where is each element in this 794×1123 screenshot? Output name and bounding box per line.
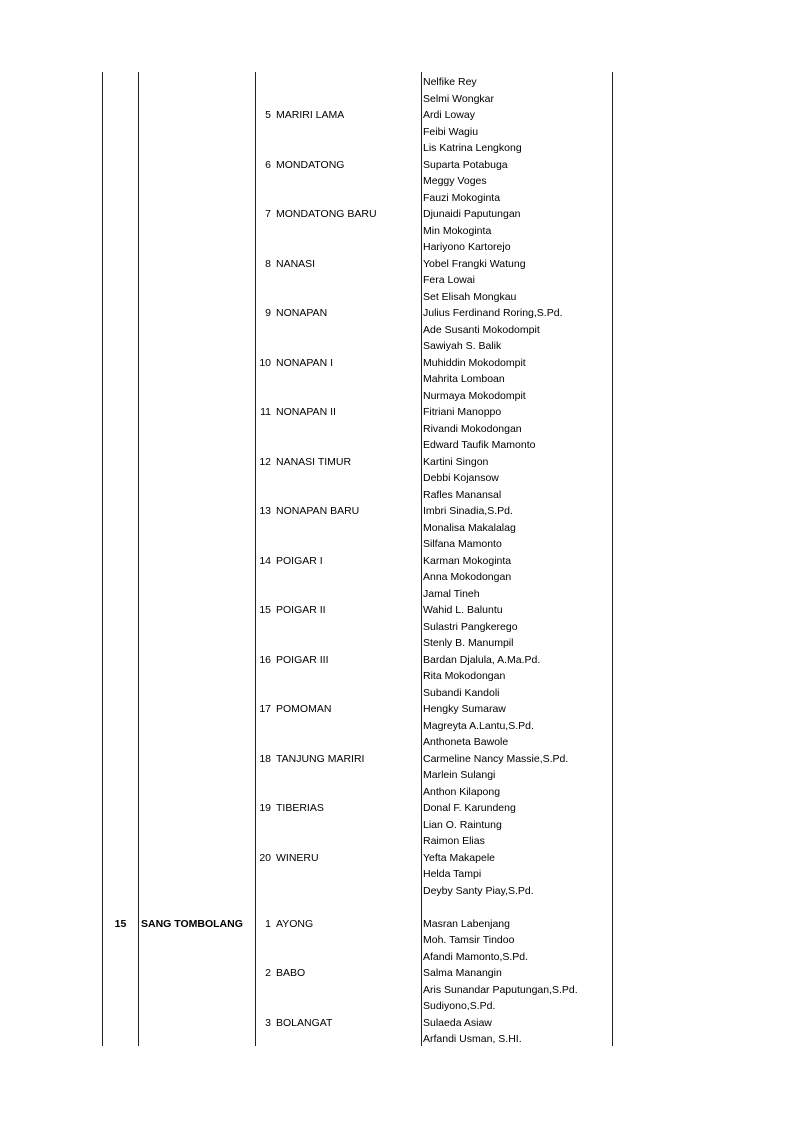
person-name: Silfana Mamonto xyxy=(423,538,502,550)
desa-number: 5 xyxy=(265,109,271,121)
person-name: Hengky Sumaraw xyxy=(423,703,506,715)
person-name: Nurmaya Mokodompit xyxy=(423,389,526,402)
table-row xyxy=(0,536,794,553)
person-name: Afandi Mamonto,S.Pd. xyxy=(423,950,529,963)
person-name: Sawiyah S. Balik xyxy=(423,340,502,352)
table-row xyxy=(0,421,794,438)
table-row xyxy=(0,338,794,355)
desa-name: MONDATONG BARU xyxy=(276,208,377,220)
person-name: Karman Mokoginta xyxy=(423,554,512,567)
table-row xyxy=(0,602,794,619)
table-row xyxy=(0,800,794,817)
person-name: Set Elisah Mongkau xyxy=(423,290,517,303)
person-name: Fera Lowai xyxy=(423,274,475,286)
table-row xyxy=(0,850,794,867)
desa-number: 18 xyxy=(259,752,271,765)
desa-name: WINERU xyxy=(276,851,319,864)
table-row xyxy=(0,718,794,735)
person-name: Imbri Sinadia,S.Pd. xyxy=(423,505,513,517)
desa-number: 12 xyxy=(259,455,271,468)
person-name: Moh. Tamsir Tindoo xyxy=(423,934,515,946)
desa-number: 6 xyxy=(265,158,271,171)
table-row xyxy=(0,569,794,586)
person-name: Stenly B. Manumpil xyxy=(423,637,514,649)
desa-name: NONAPAN II xyxy=(276,406,336,418)
person-name: Rita Mokodongan xyxy=(423,670,506,682)
desa-number: 16 xyxy=(259,653,271,666)
person-name: Rafles Manansal xyxy=(423,488,502,501)
person-name: Helda Tampi xyxy=(423,868,482,880)
desa-name: TANJUNG MARIRI xyxy=(276,752,365,765)
table-row xyxy=(0,190,794,207)
person-name: Ardi Loway xyxy=(423,109,475,121)
person-name: Ade Susanti Mokodompit xyxy=(423,323,540,336)
desa-name: BOLANGAT xyxy=(276,1016,333,1029)
person-name: Anthon Kilapong xyxy=(423,785,501,798)
desa-name: NANASI xyxy=(276,257,316,270)
table-row xyxy=(0,322,794,339)
table-row xyxy=(0,487,794,504)
table-row xyxy=(0,1031,794,1048)
table-row xyxy=(0,239,794,256)
table-row xyxy=(0,619,794,636)
table-row xyxy=(0,305,794,322)
table-row xyxy=(0,256,794,273)
table-row xyxy=(0,866,794,883)
table-row xyxy=(0,668,794,685)
desa-number: 1 xyxy=(265,917,271,930)
person-name: Sulaeda Asiaw xyxy=(423,1016,492,1029)
table-row xyxy=(0,899,794,916)
desa-name: AYONG xyxy=(276,917,314,930)
person-name: Sulastri Pangkerego xyxy=(423,620,518,633)
person-name: Aris Sunandar Paputungan,S.Pd. xyxy=(423,983,578,996)
person-name: Subandi Kandoli xyxy=(423,686,500,699)
table-row xyxy=(0,916,794,933)
desa-number: 20 xyxy=(259,851,271,864)
table-row xyxy=(0,883,794,900)
table-row xyxy=(0,784,794,801)
table-row xyxy=(0,833,794,850)
table-row xyxy=(0,272,794,289)
table-row xyxy=(0,701,794,718)
desa-number: 13 xyxy=(259,505,271,517)
person-name: Magreyta A.Lantu,S.Pd. xyxy=(423,719,534,732)
desa-number: 15 xyxy=(259,604,271,616)
table-row xyxy=(0,767,794,784)
table-row xyxy=(0,157,794,174)
person-name: Lis Katrina Lengkong xyxy=(423,142,522,154)
desa-number: 8 xyxy=(265,257,271,270)
person-name: Debbi Kojansow xyxy=(423,472,499,484)
table-row xyxy=(0,173,794,190)
table-row xyxy=(0,289,794,306)
desa-name: NANASI TIMUR xyxy=(276,455,352,468)
table-row xyxy=(0,223,794,240)
person-name: Anthoneta Bawole xyxy=(423,736,509,748)
table-row xyxy=(0,982,794,999)
desa-name: POIGAR III xyxy=(276,653,329,666)
table-row xyxy=(0,652,794,669)
table-row xyxy=(0,437,794,454)
table-row xyxy=(0,1015,794,1032)
table-row xyxy=(0,503,794,520)
person-name: Nelfike Rey xyxy=(423,76,477,88)
person-name: Fitriani Manoppo xyxy=(423,406,502,418)
person-name: Marlein Sulangi xyxy=(423,769,496,781)
table-row xyxy=(0,949,794,966)
table-row xyxy=(0,635,794,652)
kecamatan-name: SANG TOMBOLANG xyxy=(141,917,243,930)
desa-name: POMOMAN xyxy=(276,703,332,715)
desa-number: 17 xyxy=(259,703,271,715)
person-name: Suparta Potabuga xyxy=(423,158,508,171)
desa-name: POIGAR I xyxy=(276,554,323,567)
desa-number: 19 xyxy=(259,802,271,814)
person-name: Raimon Elias xyxy=(423,835,485,847)
table-row xyxy=(0,520,794,537)
desa-name: MARIRI LAMA xyxy=(276,109,345,121)
desa-number: 3 xyxy=(265,1016,271,1029)
table-row xyxy=(0,355,794,372)
person-name: Yobel Frangki Watung xyxy=(423,257,526,270)
person-name: Deyby Santy Piay,S.Pd. xyxy=(423,884,534,897)
desa-number: 2 xyxy=(265,967,271,979)
desa-number: 14 xyxy=(259,554,271,567)
person-name: Julius Ferdinand Roring,S.Pd. xyxy=(423,307,563,319)
person-name: Lian O. Raintung xyxy=(423,818,502,831)
desa-name: MONDATONG xyxy=(276,158,345,171)
person-name: Fauzi Mokoginta xyxy=(423,191,501,204)
person-name: Masran Labenjang xyxy=(423,917,510,930)
table-row xyxy=(0,371,794,388)
person-name: Wahid L. Baluntu xyxy=(423,604,503,616)
table-row xyxy=(0,965,794,982)
table-row xyxy=(0,586,794,603)
person-name: Donal F. Karundeng xyxy=(423,802,516,814)
person-name: Rivandi Mokodongan xyxy=(423,422,522,435)
table-row xyxy=(0,107,794,124)
desa-name: TIBERIAS xyxy=(276,802,324,814)
person-name: Arfandi Usman, S.HI. xyxy=(423,1033,522,1045)
kecamatan-number: 15 xyxy=(114,917,127,930)
table-row xyxy=(0,124,794,141)
desa-name: NONAPAN xyxy=(276,307,328,319)
desa-name: NONAPAN I xyxy=(276,356,333,369)
table-row xyxy=(0,91,794,108)
desa-number: 7 xyxy=(265,208,271,220)
table-row xyxy=(0,74,794,91)
table-row xyxy=(0,751,794,768)
person-name: Carmeline Nancy Massie,S.Pd. xyxy=(423,752,569,765)
table-body xyxy=(0,74,794,1048)
person-name: Kartini Singon xyxy=(423,455,489,468)
person-name: Edward Taufik Mamonto xyxy=(423,439,536,451)
person-name: Jamal Tineh xyxy=(423,587,480,600)
desa-number: 11 xyxy=(260,406,271,418)
table-row xyxy=(0,404,794,421)
table-row xyxy=(0,206,794,223)
desa-number: 10 xyxy=(259,356,271,369)
person-name: Djunaidi Paputungan xyxy=(423,208,521,220)
person-name: Anna Mokodongan xyxy=(423,571,512,583)
desa-number: 9 xyxy=(265,307,271,319)
desa-name: POIGAR II xyxy=(276,604,326,616)
table-row xyxy=(0,454,794,471)
table-row xyxy=(0,470,794,487)
desa-name: NONAPAN BARU xyxy=(276,505,360,517)
person-name: Sudiyono,S.Pd. xyxy=(423,1000,496,1012)
person-name: Yefta Makapele xyxy=(423,851,495,864)
person-name: Mahrita Lomboan xyxy=(423,373,505,385)
desa-name: BABO xyxy=(276,967,306,979)
person-name: Hariyono Kartorejo xyxy=(423,241,511,253)
table-row xyxy=(0,140,794,157)
table-row xyxy=(0,817,794,834)
person-name: Meggy Voges xyxy=(423,175,487,187)
table-row xyxy=(0,553,794,570)
person-name: Min Mokoginta xyxy=(423,224,492,237)
person-name: Muhiddin Mokodompit xyxy=(423,356,526,369)
person-name: Salma Manangin xyxy=(423,967,502,979)
table-row xyxy=(0,932,794,949)
person-name: Selmi Wongkar xyxy=(423,92,494,105)
person-name: Bardan Djalula, A.Ma.Pd. xyxy=(423,653,541,666)
table-row xyxy=(0,685,794,702)
table-row xyxy=(0,734,794,751)
table-row xyxy=(0,998,794,1015)
table-row xyxy=(0,388,794,405)
person-name: Feibi Wagiu xyxy=(423,125,479,138)
person-name: Monalisa Makalalag xyxy=(423,521,516,534)
